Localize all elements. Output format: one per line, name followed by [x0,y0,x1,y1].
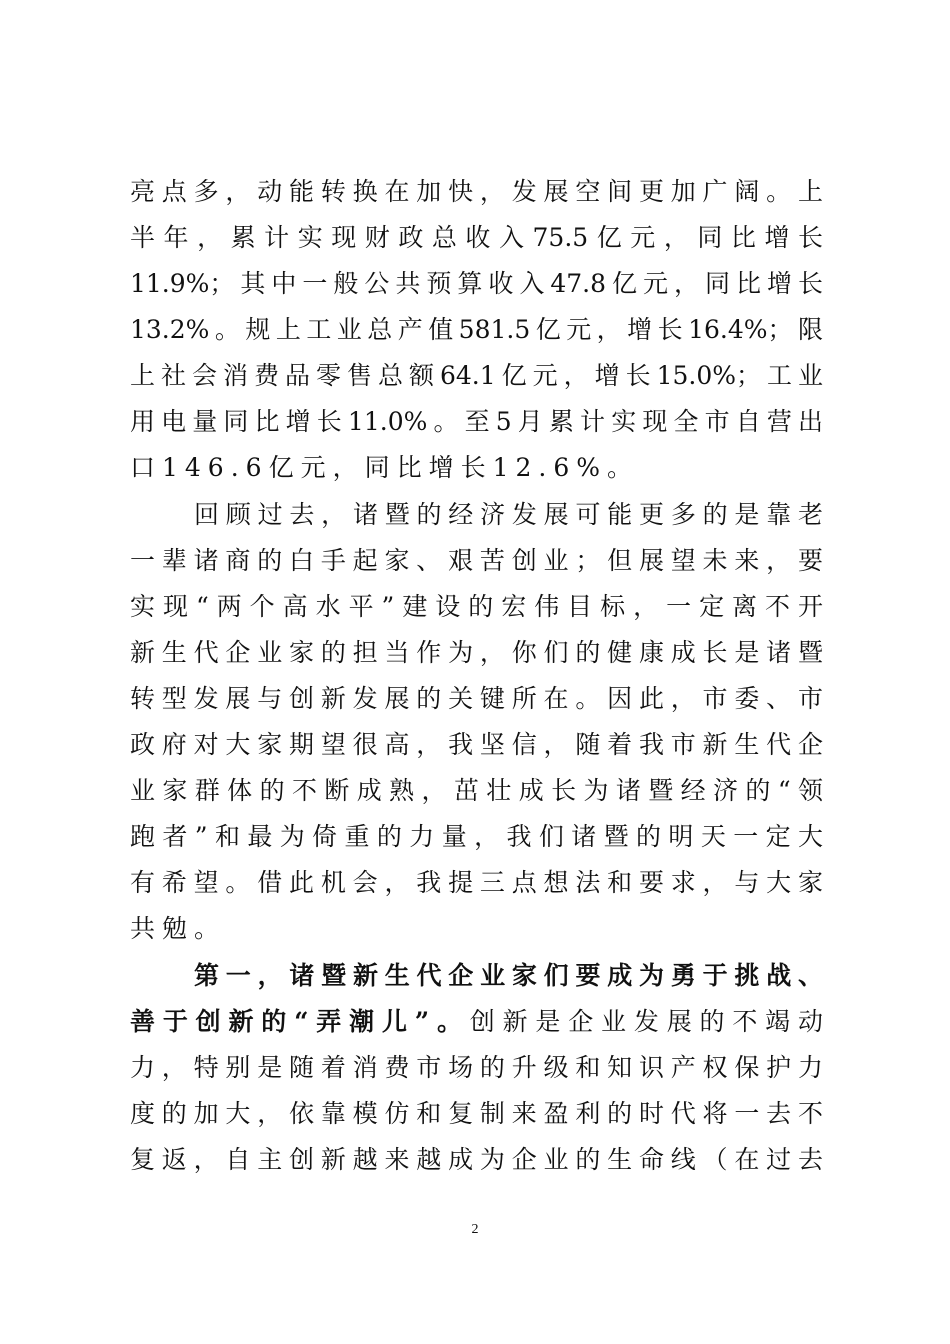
paragraph-1-line-1: 亮点多，动能转换在加快，发展空间更加广阔。上 [130,177,823,206]
paragraph-2-line-4: 新生代企业家的担当作为，你们的健康成长是诸暨 [130,638,823,667]
paragraph-1-line-2: 半年，累计实现财政总收入75.5亿元，同比增长 [130,223,823,252]
paragraph-1-line-7: 口146.6亿元，同比增长12.6%。 [130,453,639,482]
paragraph-1-line-6: 用电量同比增长11.0%。至5月累计实现全市自营出 [130,407,823,436]
paragraph-2-line-2: 一辈诸商的白手起家、艰苦创业；但展望未来，要 [130,546,823,575]
paragraph-2-line-7: 业家群体的不断成熟，茁壮成长为诸暨经济的“领 [130,776,823,805]
paragraph-2-line-1: 回顾过去，诸暨的经济发展可能更多的是靠老 [194,500,823,529]
paragraph-3-line-3: 力，特别是随着消费市场的升级和知识产权保护力 [130,1053,823,1082]
paragraph-3-heading-line-2: 善于创新的“弄潮儿”。 [130,1007,470,1036]
paragraph-3-line-2-text: 创新是企业发展的不竭动 [469,1007,823,1036]
paragraph-2-line-3: 实现“两个高水平”建设的宏伟目标，一定离不开 [130,592,823,621]
paragraph-1-line-3: 11.9%；其中一般公共预算收入47.8亿元，同比增长 [130,269,823,298]
paragraph-3-heading-line-1: 第一，诸暨新生代企业家们要成为勇于挑战、 [194,961,823,990]
paragraph-2-line-5: 转型发展与创新发展的关键所在。因此，市委、市 [130,684,823,713]
paragraph-1-line-4: 13.2%。规上工业总产值581.5亿元，增长16.4%；限 [130,315,823,344]
paragraph-2-line-10: 共勉。 [130,914,227,943]
paragraph-3-line-2 [130,999,823,1045]
paragraph-3-line-5: 复返，自主创新越来越成为企业的生命线（在过去 [130,1145,823,1174]
paragraph-2-line-8: 跑者”和最为倚重的力量，我们诸暨的明天一定大 [130,822,823,851]
paragraph-2-line-6: 政府对大家期望很高，我坚信，随着我市新生代企 [130,730,823,759]
paragraph-2-line-9: 有希望。借此机会，我提三点想法和要求，与大家 [130,868,823,897]
paragraph-3-line-4: 度的加大，依靠模仿和复制来盈利的时代将一去不 [130,1099,823,1128]
page-number: 2 [471,1222,479,1237]
paragraph-1-line-5: 上社会消费品零售总额64.1亿元，增长15.0%；工业 [130,361,823,390]
